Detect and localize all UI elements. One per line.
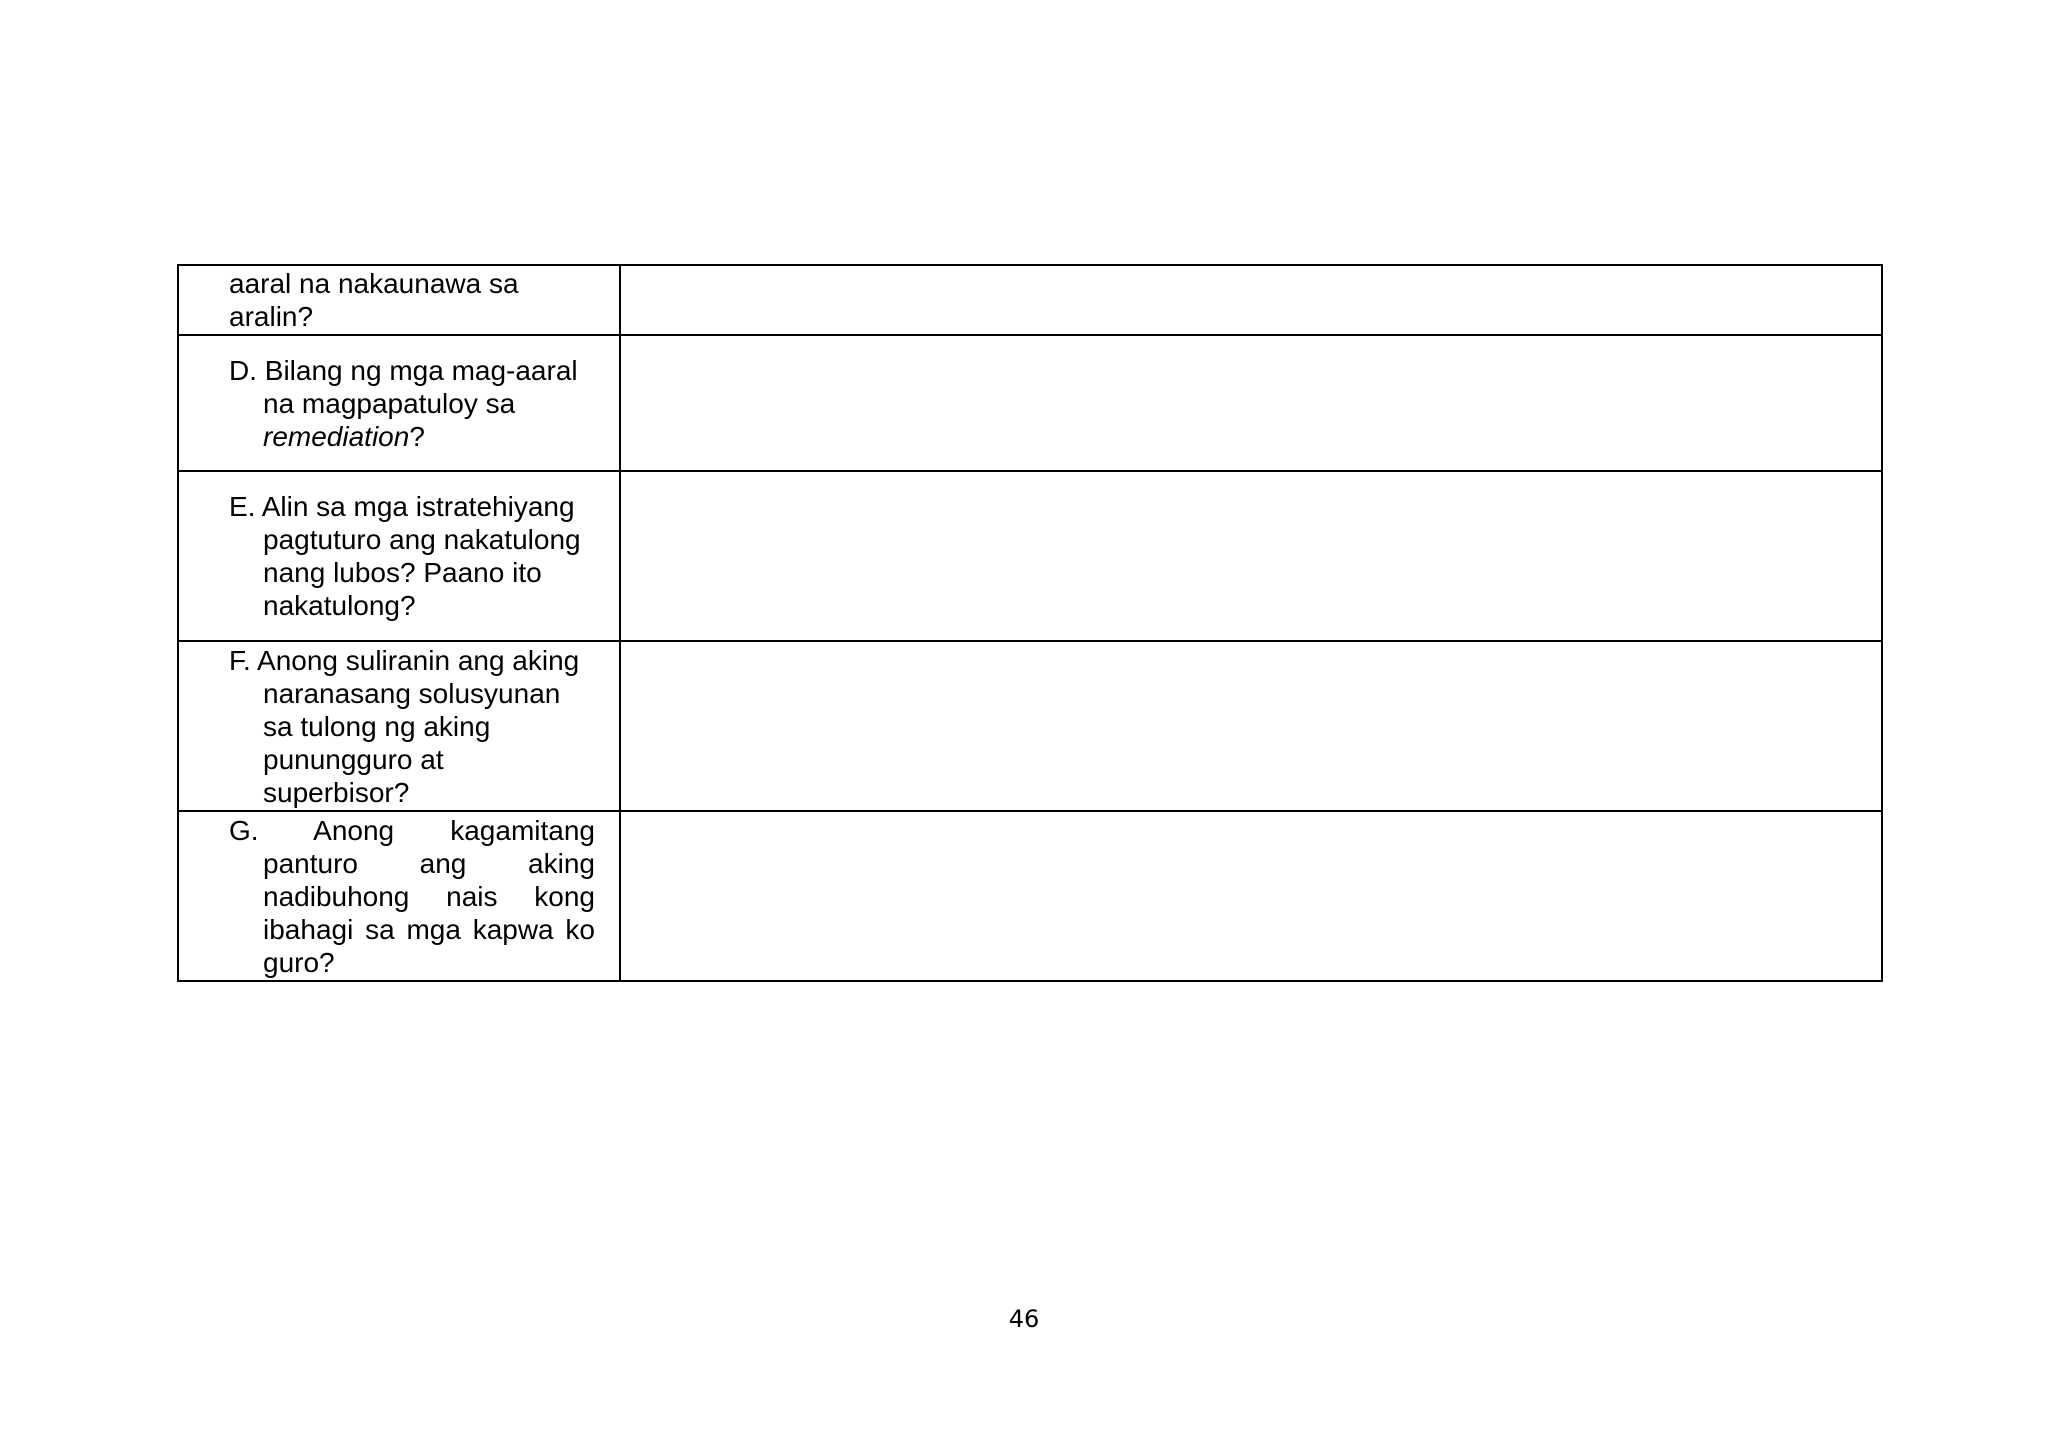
- table-row: [178, 471, 1882, 641]
- question-body: Anong kagamitang panturo ang aking nadibuhong nais kong ibahagi sa mga kapwa ko guro?: [263, 814, 595, 978]
- question-cell: [178, 811, 620, 981]
- table-row: [178, 265, 1882, 335]
- answer-cell[interactable]: [620, 471, 1882, 641]
- answer-cell[interactable]: [620, 335, 1882, 471]
- question-body: Anong suliranin ang aking naranasang solusyunan sa tulong ng aking punungguro at superbisor?: [257, 644, 580, 808]
- question-text: [213, 644, 619, 809]
- question-text: aaral na nakaunawa sa aralin?: [229, 268, 519, 332]
- question-emphasis: remediation: [263, 420, 410, 452]
- question-cell: [178, 471, 620, 641]
- answer-cell[interactable]: [620, 641, 1882, 811]
- question-cell: [178, 335, 620, 471]
- question-cell: [178, 265, 620, 335]
- answer-cell[interactable]: [620, 265, 1882, 335]
- question-body: Alin sa mga istratehiyang pagtuturo ang nakatulong nang lubos? Paano ito nakatulong?: [261, 491, 581, 621]
- question-letter: G.: [229, 814, 259, 846]
- answer-cell[interactable]: [620, 811, 1882, 981]
- question-letter: D.: [229, 354, 257, 386]
- question-suffix: ?: [409, 420, 425, 452]
- question-body: Bilang ng mga mag-aaral na magpapatuloy sa: [263, 354, 578, 419]
- question-text: [213, 814, 619, 979]
- question-letter: E.: [229, 491, 256, 522]
- table-row: [178, 641, 1882, 811]
- question-letter: F.: [229, 644, 251, 676]
- table-row: [178, 335, 1882, 471]
- question-text: [213, 354, 619, 453]
- table-row: [178, 811, 1882, 981]
- question-text: [213, 490, 619, 622]
- page-number: 46: [1008, 1305, 1040, 1333]
- question-cell: [178, 641, 620, 811]
- reflection-table: [177, 264, 1883, 982]
